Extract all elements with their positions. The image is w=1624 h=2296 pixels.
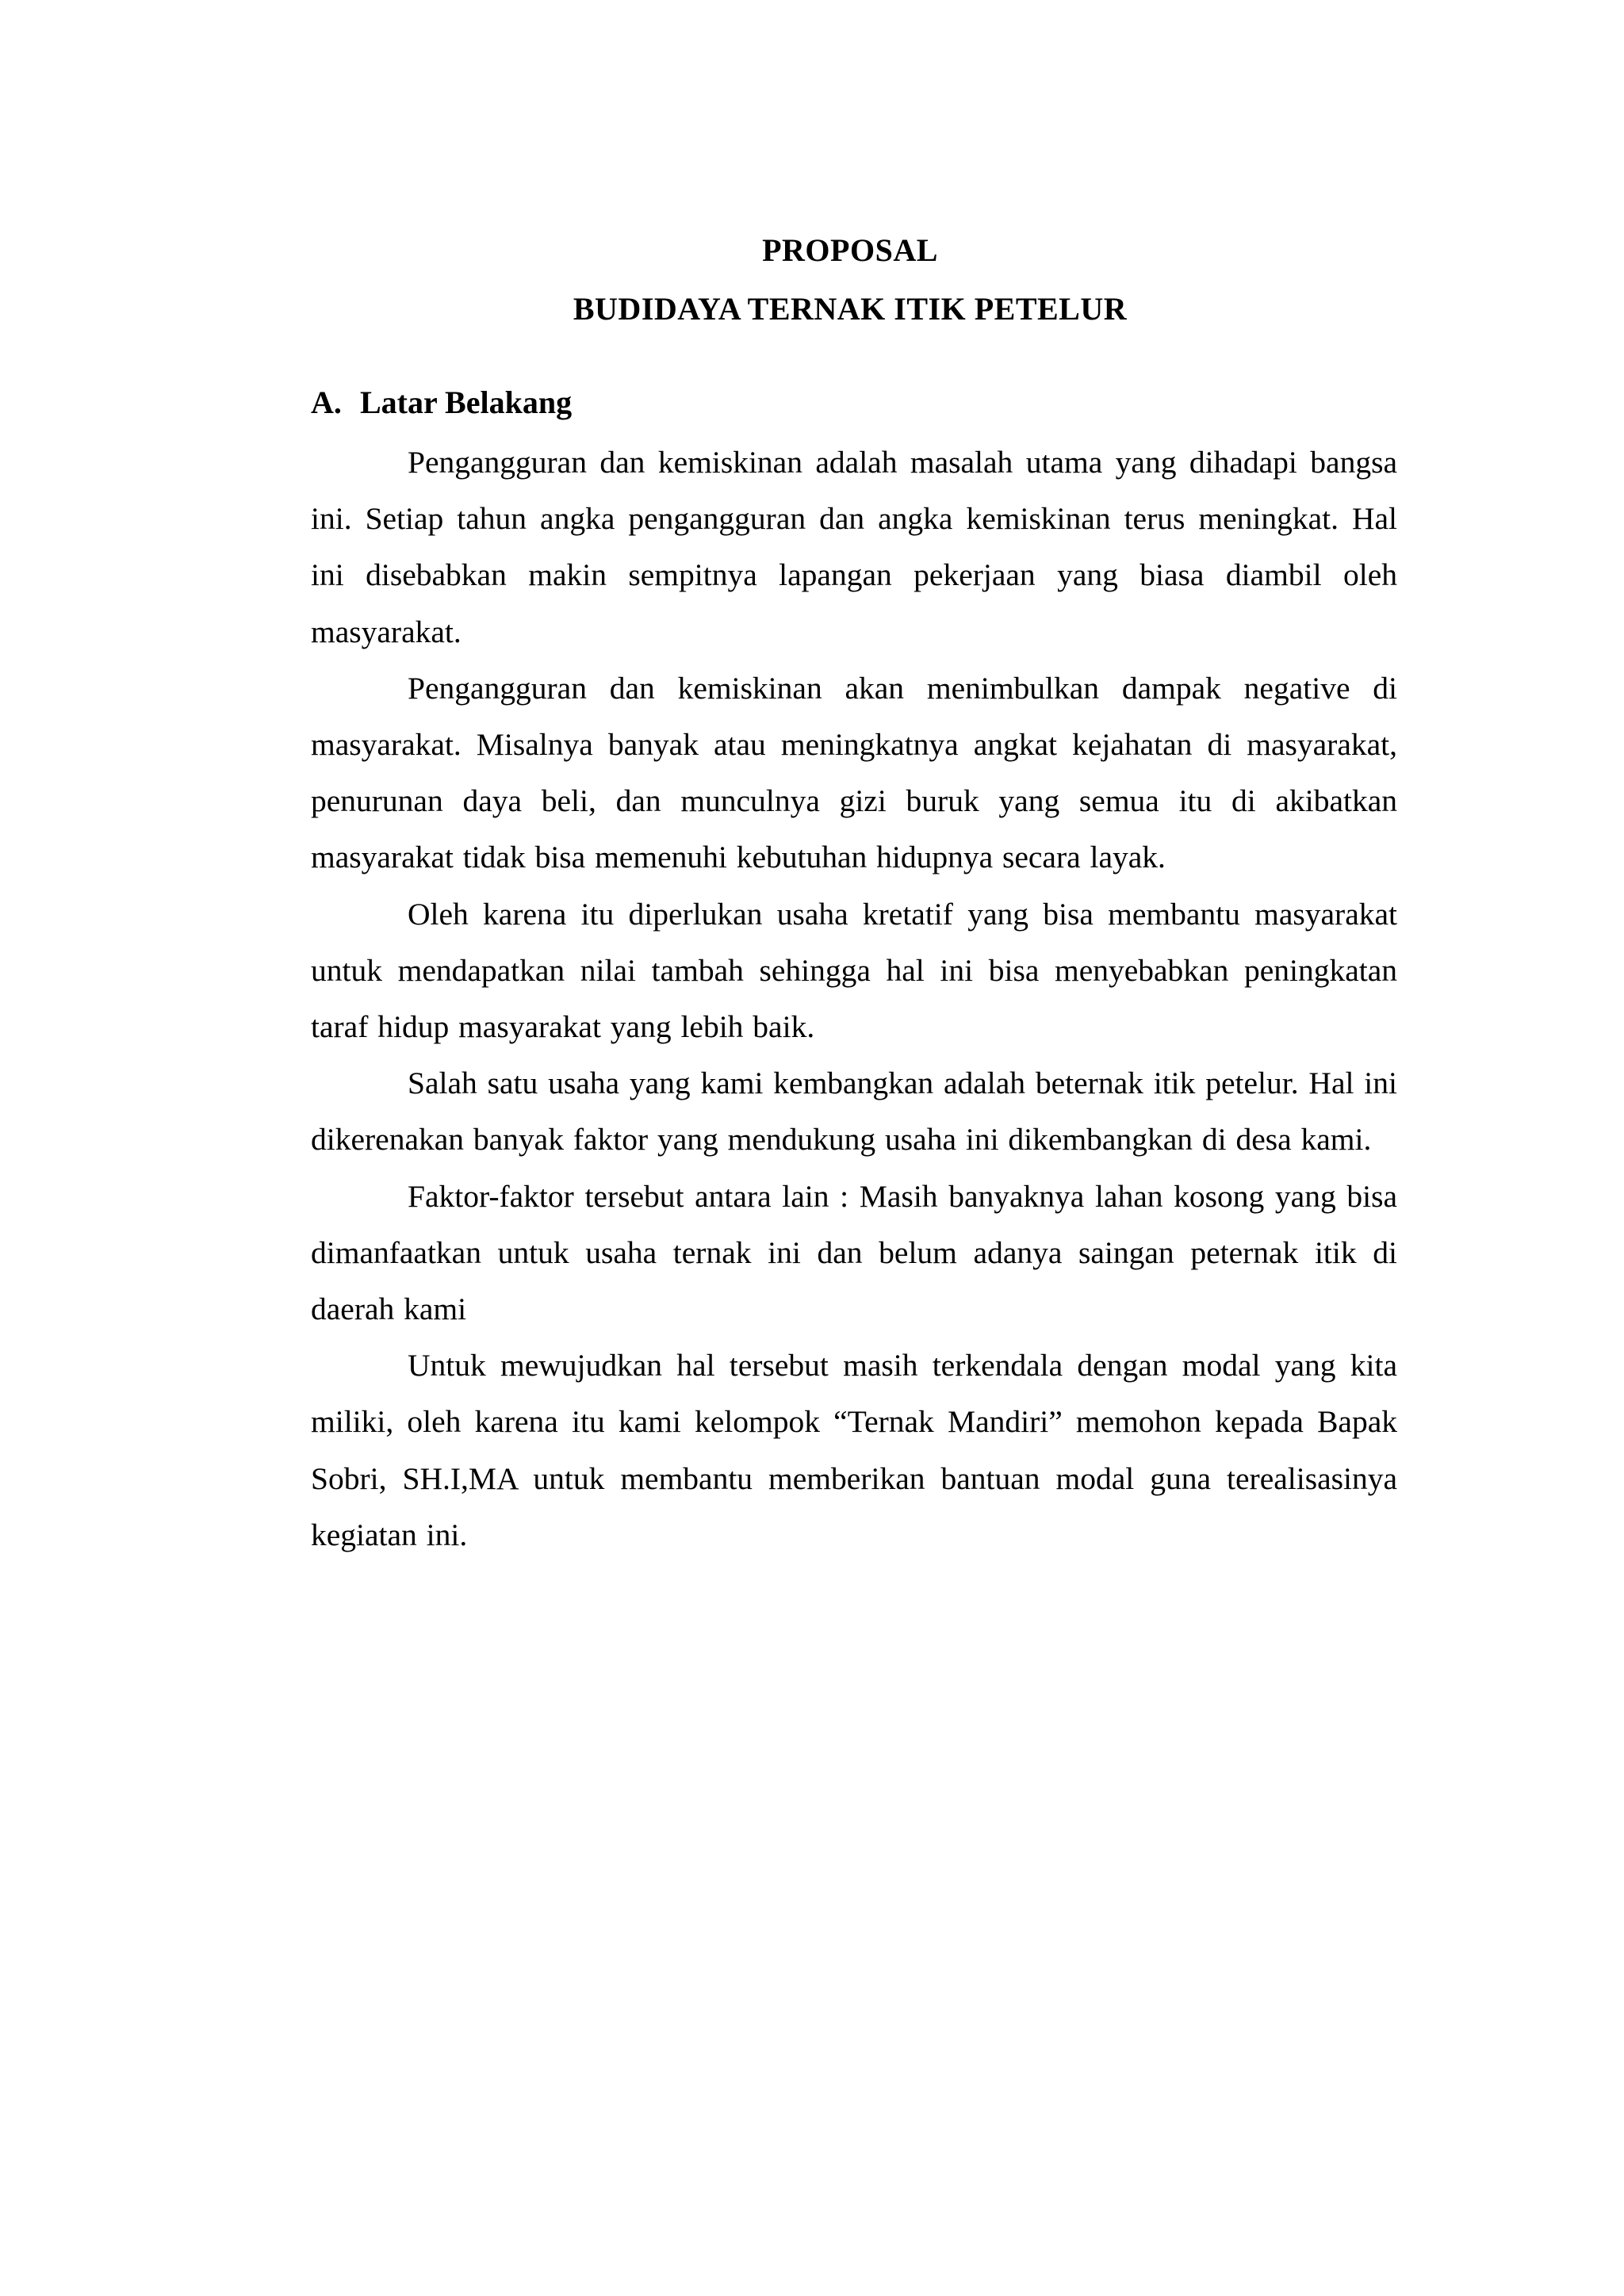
paragraph: Pengangguran dan kemiskinan adalah masalah utama yang dihadapi bangsa ini. Setiap tahun angka pengangguran dan angka kemiskinan terus meningkat. Hal ini disebabkan makin sempitnya lapangan pekerjaan yang biasa diambil oleh masyarakat. (311, 445, 1397, 649)
section-letter: A. (311, 385, 342, 420)
document-subtitle: BUDIDAYA TERNAK ITIK PETELUR (573, 291, 1128, 327)
paragraph: Oleh karena itu diperlukan usaha kretatif yang bisa membantu masyarakat untuk mendapatkan nilai tambah sehingga hal ini bisa menyebabkan peningkatan taraf hidup masyarakat yang lebih baik. (311, 896, 1397, 1045)
paragraph: Pengangguran dan kemiskinan akan menimbulkan dampak negative di masyarakat. Misalnya banyak atau meningkatnya angkat kejahatan di masyarakat, penurunan daya beli, dan munculnya gizi buruk yang semua itu di akibatkan masyarakat tidak bisa memenuhi kebutuhan hidupnya secara layak. (311, 670, 1397, 875)
paragraph: Faktor-faktor tersebut antara lain : Masih banyaknya lahan kosong yang bisa dimanfaatkan untuk usaha ternak ini dan belum adanya saingan peternak itik di daerah kami (311, 1178, 1397, 1327)
paragraph: Salah satu usaha yang kami kembangkan adalah beternak itik petelur. Hal ini dikerenakan banyak faktor yang mendukung usaha ini dikembangkan di desa kami. (311, 1066, 1397, 1158)
section-title: Latar Belakang (360, 385, 573, 420)
section-heading (311, 384, 572, 422)
document-body (311, 434, 1397, 1563)
document-title: PROPOSAL (762, 232, 938, 268)
paragraph: Untuk mewujudkan hal tersebut masih terkendala dengan modal yang kita miliki, oleh karena itu kami kelompok “Ternak Mandiri” memohon kepada Bapak Sobri, SH.I,MA untuk membantu memberikan bantuan modal guna terealisasinya kegiatan ini. (311, 1348, 1397, 1552)
